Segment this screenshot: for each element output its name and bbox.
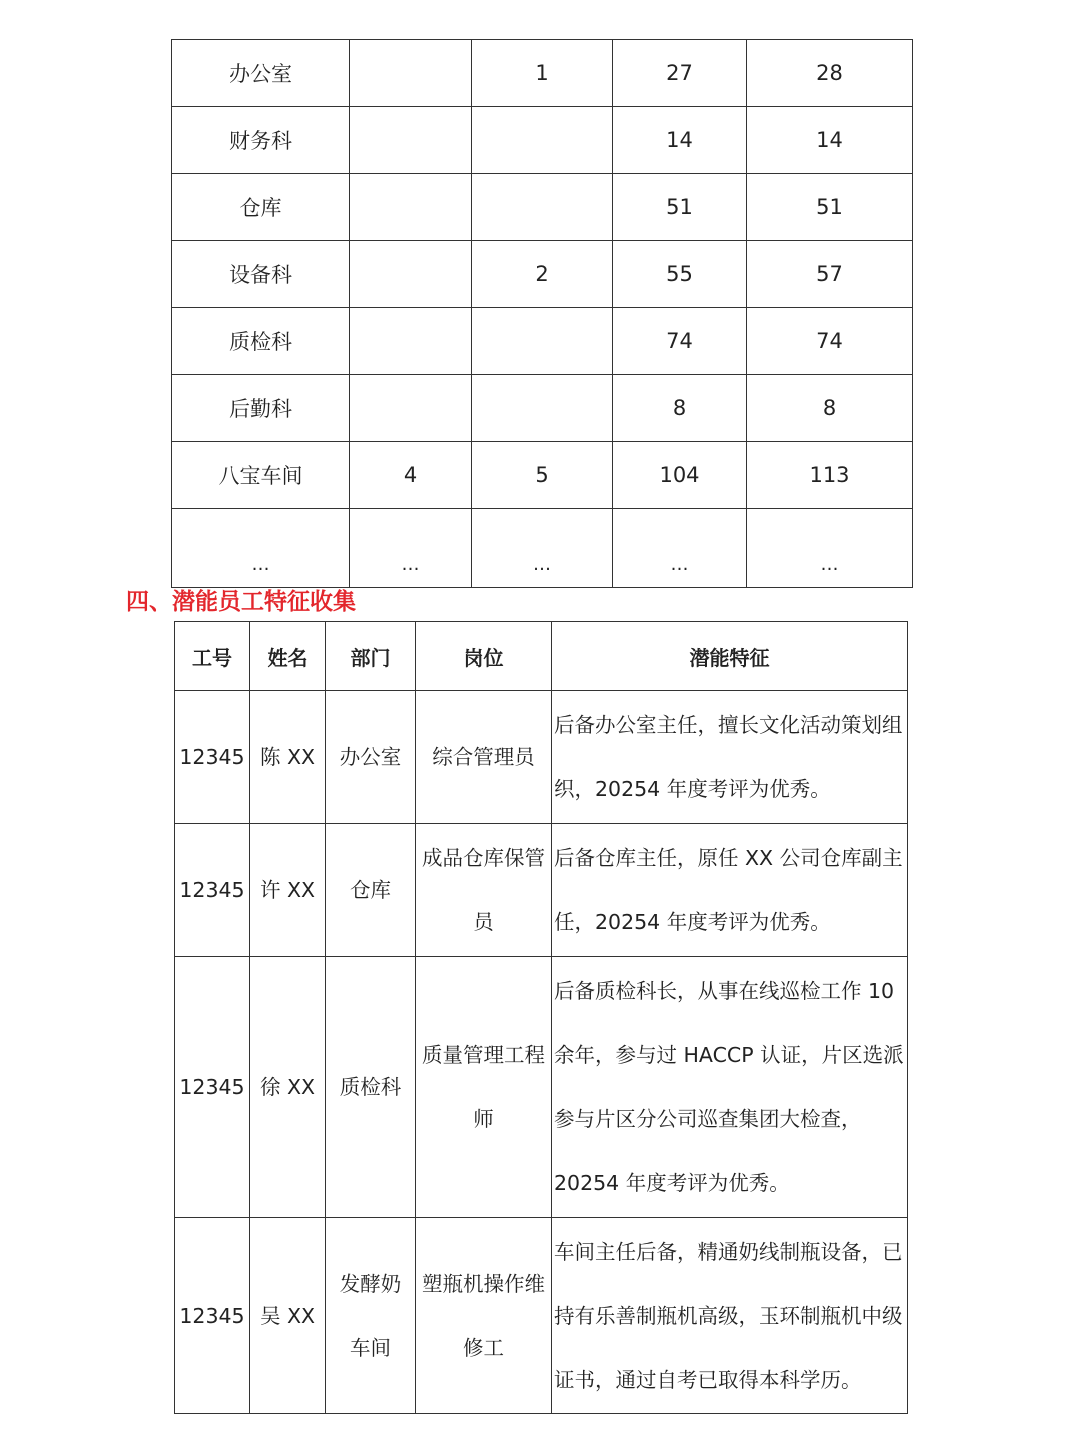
- table-cell: [472, 308, 613, 375]
- table-cell: 2: [472, 241, 613, 308]
- table-cell: [350, 241, 472, 308]
- table-cell: [350, 174, 472, 241]
- position-cell: 综合管理员: [416, 691, 552, 824]
- table-row: [172, 107, 913, 174]
- position-cell: 成品仓库保管员: [416, 824, 552, 957]
- table-cell: [350, 40, 472, 107]
- employee-id-cell: 12345: [175, 691, 250, 824]
- table-row: [172, 308, 913, 375]
- dept-name-cell: 仓库: [172, 174, 350, 241]
- total-cell: 14: [747, 107, 913, 174]
- table-cell: 74: [613, 308, 747, 375]
- header-position: 岗位: [416, 622, 552, 691]
- section-title: 四、潜能员工特征收集: [126, 589, 356, 615]
- table-cell: 55: [613, 241, 747, 308]
- table-cell: [350, 308, 472, 375]
- dept-name-cell: 质检科: [172, 308, 350, 375]
- table-row: [172, 375, 913, 442]
- header-employee-id: 工号: [175, 622, 250, 691]
- department-cell: 仓库: [326, 824, 416, 957]
- ellipsis-cell: …: [472, 509, 613, 588]
- table-cell: 5: [472, 442, 613, 509]
- ellipsis-cell: …: [172, 509, 350, 588]
- table-cell: 27: [613, 40, 747, 107]
- table-row: [172, 40, 913, 107]
- position-cell: 质量管理工程师: [416, 957, 552, 1218]
- ellipsis-cell: …: [350, 509, 472, 588]
- table-row: [175, 957, 908, 1218]
- table-row: [175, 1218, 908, 1414]
- name-cell: 徐 XX: [250, 957, 326, 1218]
- table-cell: 8: [613, 375, 747, 442]
- table-cell: 14: [613, 107, 747, 174]
- table-cell: [350, 375, 472, 442]
- table-row: [172, 174, 913, 241]
- dept-name-cell: 办公室: [172, 40, 350, 107]
- header-name: 姓名: [250, 622, 326, 691]
- potential-feature-cell: 后备质检科长，从事在线巡检工作 10 余年，参与过 HACCP 认证，片区选派参与片区分公司巡查集团大检查，20254 年度考评为优秀。: [552, 957, 908, 1218]
- table-cell: [472, 107, 613, 174]
- total-cell: 74: [747, 308, 913, 375]
- table-cell: 4: [350, 442, 472, 509]
- table-cell: 104: [613, 442, 747, 509]
- header-potential-features: 潜能特征: [552, 622, 908, 691]
- department-cell: 质检科: [326, 957, 416, 1218]
- dept-name-cell: 设备科: [172, 241, 350, 308]
- table-row: [172, 442, 913, 509]
- table-header-row: [175, 622, 908, 691]
- name-cell: 吴 XX: [250, 1218, 326, 1414]
- total-cell: 113: [747, 442, 913, 509]
- table-row: [175, 691, 908, 824]
- name-cell: 许 XX: [250, 824, 326, 957]
- dept-name-cell: 财务科: [172, 107, 350, 174]
- table-cell: 51: [613, 174, 747, 241]
- table-row: [172, 241, 913, 308]
- table-row: [172, 509, 913, 588]
- talent-features-table: [174, 621, 908, 1414]
- dept-name-cell: 后勤科: [172, 375, 350, 442]
- department-stats-table: [171, 39, 913, 588]
- employee-id-cell: 12345: [175, 824, 250, 957]
- potential-feature-cell: 后备办公室主任，擅长文化活动策划组织，20254 年度考评为优秀。: [552, 691, 908, 824]
- potential-feature-cell: 车间主任后备，精通奶线制瓶设备，已持有乐善制瓶机高级，玉环制瓶机中级证书，通过自考已取得本科学历。: [552, 1218, 908, 1414]
- department-cell: 发酵奶车间: [326, 1218, 416, 1414]
- employee-id-cell: 12345: [175, 957, 250, 1218]
- dept-name-cell: 八宝车间: [172, 442, 350, 509]
- name-cell: 陈 XX: [250, 691, 326, 824]
- total-cell: 51: [747, 174, 913, 241]
- total-cell: 57: [747, 241, 913, 308]
- table-cell: 1: [472, 40, 613, 107]
- position-cell: 塑瓶机操作维修工: [416, 1218, 552, 1414]
- ellipsis-cell: …: [613, 509, 747, 588]
- table-cell: [350, 107, 472, 174]
- table-cell: [472, 174, 613, 241]
- employee-id-cell: 12345: [175, 1218, 250, 1414]
- total-cell: 28: [747, 40, 913, 107]
- department-cell: 办公室: [326, 691, 416, 824]
- potential-feature-cell: 后备仓库主任，原任 XX 公司仓库副主任，20254 年度考评为优秀。: [552, 824, 908, 957]
- total-cell: 8: [747, 375, 913, 442]
- table-row: [175, 824, 908, 957]
- ellipsis-cell: …: [747, 509, 913, 588]
- table-cell: [472, 375, 613, 442]
- header-department: 部门: [326, 622, 416, 691]
